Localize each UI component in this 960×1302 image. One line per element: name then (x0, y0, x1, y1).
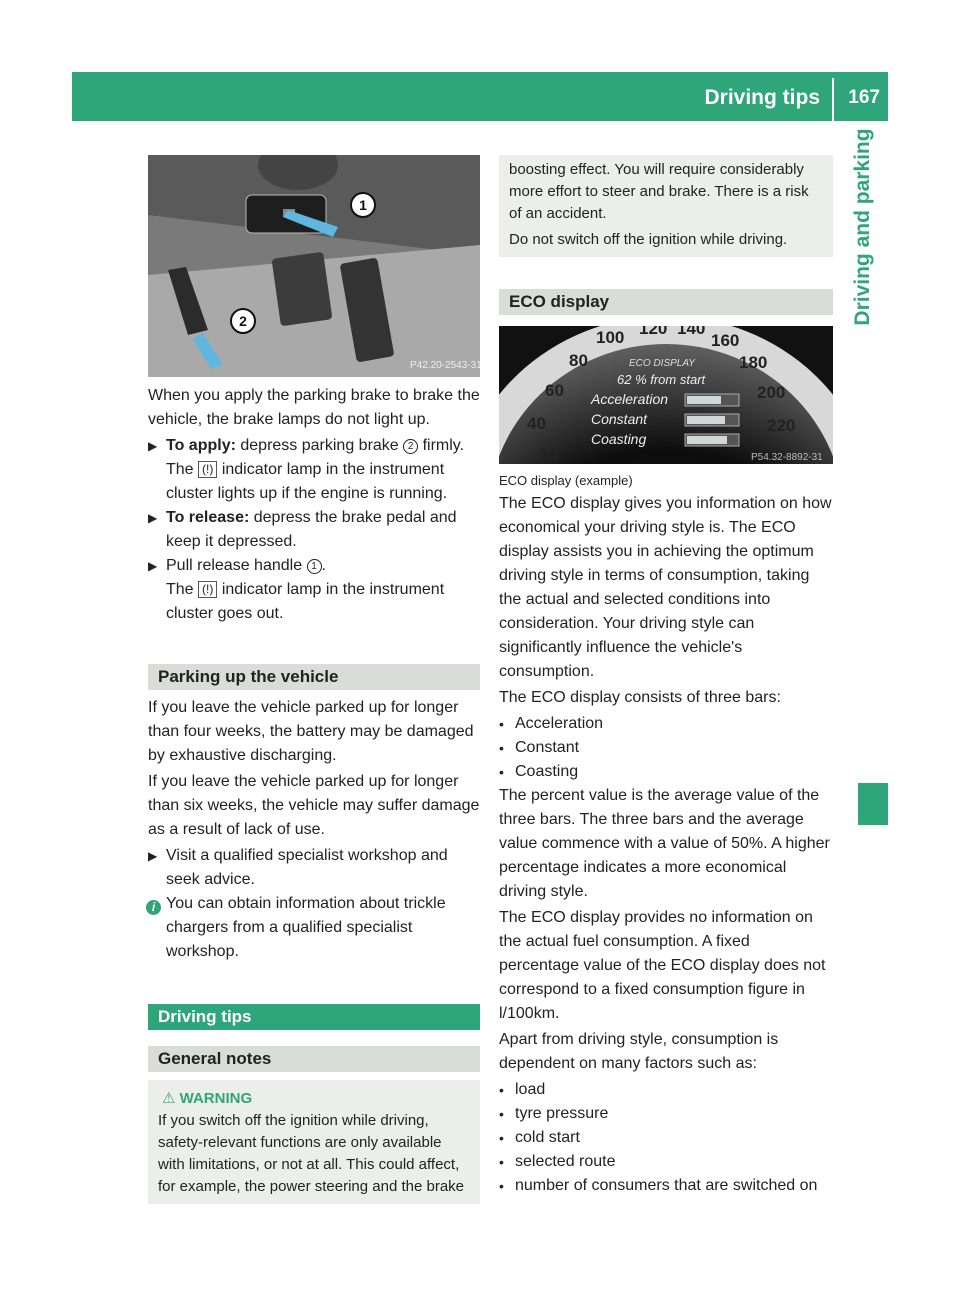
svg-text:140: 140 (677, 326, 706, 338)
svg-text:120: 120 (639, 326, 668, 338)
list-item: • cold start (499, 1126, 833, 1150)
bullet-icon: • (499, 716, 504, 732)
section-heading-driving-tips: Driving tips (148, 1004, 480, 1030)
header-divider (832, 78, 834, 121)
right-column (499, 155, 833, 1198)
parking-p2: If you leave the vehicle parked up for longer than six weeks, the vehicle may suffer damage as a result of lack of use. (148, 773, 480, 838)
side-tab (838, 122, 888, 360)
bullet-icon: • (499, 1082, 504, 1098)
svg-text:80: 80 (569, 351, 588, 370)
bullet-icon: • (499, 764, 504, 780)
list-item: • Acceleration (499, 712, 833, 736)
list-item: • tyre pressure (499, 1102, 833, 1126)
list-item: • selected route (499, 1150, 833, 1174)
parking-brake-illustration (148, 155, 480, 377)
ref-2-icon: 2 (403, 439, 418, 454)
warning-text: If you switch off the ignition while driving, safety-relevant functions are only available with limitations, or not at all. This could affect, for example, the power steering and the brake (158, 1112, 465, 1195)
list-item: • Coasting (499, 760, 833, 784)
side-marker (858, 783, 888, 825)
step-pull-handle: ▶ Pull release handle 1 . The (!) indicator lamp in the instrument cluster goes out. (148, 554, 480, 626)
eco-p5: Apart from driving style, consumption is dependent on many factors such as: (499, 1031, 779, 1072)
parking-brake-photo (148, 155, 480, 377)
step-arrow-icon: ▶ (148, 559, 158, 573)
warning-continued-text-2: Do not switch off the ignition while driving. (509, 231, 788, 248)
bullet-icon: • (499, 1130, 504, 1146)
list-item: • number of consumers that are switched on (499, 1174, 833, 1198)
svg-text:20: 20 (539, 446, 558, 464)
eco-display-title: ECO DISPLAY (629, 358, 695, 369)
eco-p1: The ECO display gives you information on how economical your driving style is. The ECO display assists you in achieving the optimum driving style in terms of consumption, taking the actual and selected conditions into consideration. Your driving style can significantly influence the vehicle's consumption. (499, 495, 832, 680)
intro-text: When you apply the parking brake to brake the vehicle, the brake lamps do not light up. (148, 387, 480, 428)
ref-1-icon: 1 (307, 559, 322, 574)
eco-p4: The ECO display provides no information on the actual fuel consumption. A fixed percentage value of the ECO display does not correspond to a fixed consumption figure in l/100km. (499, 909, 826, 1022)
warning-box (148, 1080, 480, 1204)
warning-continued-text: boosting effect. You will require considerably more effort to steer and brake. There is a risk of an accident. (509, 161, 809, 222)
side-tab-label: Driving and parking (851, 128, 874, 326)
bullet-icon: • (499, 740, 504, 756)
page-number: 167 (848, 87, 880, 108)
info-note: i You can obtain information about trickle chargers from a qualified specialist workshop. (148, 892, 480, 964)
step-label: To release: (166, 509, 250, 526)
svg-text:60: 60 (545, 381, 564, 400)
list-item: • Constant (499, 736, 833, 760)
eco-display-illustration (499, 326, 833, 464)
left-column (148, 155, 480, 1204)
section-heading-parking: Parking up the vehicle (148, 664, 480, 690)
step-release: ▶ To release: depress the brake pedal and keep it depressed. (148, 506, 480, 554)
step-workshop: ▶ Visit a qualified specialist workshop and seek advice. (148, 844, 480, 892)
list-item: • load (499, 1078, 833, 1102)
svg-text:Coasting: Coasting (591, 431, 647, 447)
brake-indicator-icon: (!) (198, 461, 217, 478)
svg-text:100: 100 (596, 328, 625, 347)
header-title: Driving tips (704, 86, 820, 109)
bullet-icon: • (499, 1154, 504, 1170)
svg-text:Acceleration: Acceleration (591, 391, 669, 407)
step-arrow-icon: ▶ (148, 439, 158, 453)
subsection-heading-general-notes: General notes (148, 1046, 480, 1072)
step-label: To apply: (166, 437, 236, 454)
bullet-icon: • (499, 1178, 504, 1194)
eco-photo-code: P54.32-8892-31 (751, 452, 823, 463)
callout-1: 1 (359, 197, 367, 213)
svg-text:Constant: Constant (591, 411, 648, 427)
eco-p3: The percent value is the average value of the three bars. The three bars and the average value commence with a value of 50%. A higher percentage indicates a more economical driving style. (499, 787, 830, 900)
eco-p2: The ECO display consists of three bars: (499, 689, 781, 706)
bullet-icon: • (499, 1106, 504, 1122)
section-heading-eco: ECO display (499, 289, 833, 315)
svg-text:200: 200 (757, 383, 786, 402)
svg-text:220: 220 (767, 416, 796, 435)
parking-p1: If you leave the vehicle parked up for longer than four weeks, the battery may be damaged by exhaustive discharging. (148, 699, 474, 764)
svg-text:40: 40 (527, 414, 546, 433)
eco-display-photo (499, 326, 833, 464)
step-arrow-icon: ▶ (148, 511, 158, 525)
warning-triangle-icon: ⚠ (162, 1090, 176, 1107)
photo-code: P42.20-2543-31 (410, 360, 480, 371)
eco-display-percent: 62 % from start (617, 372, 706, 387)
page-header (72, 72, 888, 121)
step-arrow-icon: ▶ (148, 849, 158, 863)
step-apply: ▶ To apply: depress parking brake 2 firmly. The (!) indicator lamp in the instrument cluster lights up if the engine is running. (148, 434, 480, 506)
brake-indicator-icon: (!) (198, 581, 217, 598)
warning-box-continued (499, 155, 833, 257)
callout-2: 2 (239, 313, 247, 329)
eco-caption: ECO display (example) (499, 473, 633, 488)
svg-text:180: 180 (739, 353, 768, 372)
warning-label: WARNING (179, 1090, 253, 1107)
info-icon: i (146, 900, 161, 915)
svg-text:160: 160 (711, 331, 740, 350)
